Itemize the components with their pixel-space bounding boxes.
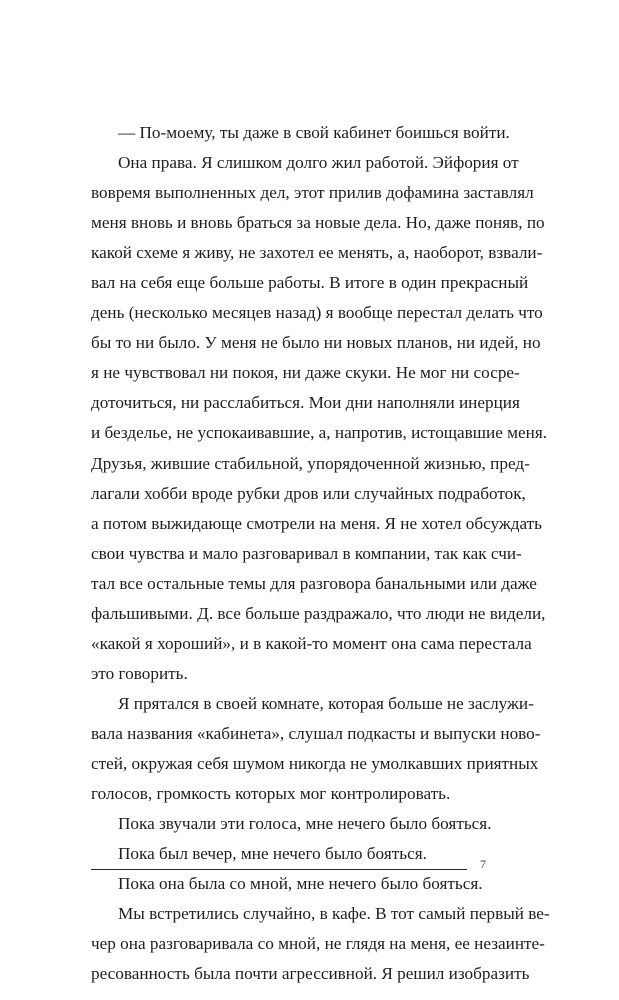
body-text [91,118,550,989]
text-line: чер она разговаривала со мной, не глядя на меня, ее незаинте- [91,934,545,954]
text-line: вал на себя еще больше работы. В итоге в один прекрасный [91,273,529,293]
text-line: голосов, громкость которых мог контролировать. [91,784,451,804]
text-line: доточиться, ни расслабиться. Мои дни наполняли инерция [91,393,520,413]
text-line: Пока был вечер, мне нечего было бояться. [118,844,427,864]
text-line: и безделье, не успокаивавшие, а, напротив, истощавшие меня. [91,423,548,443]
text-line: Я прятался в своей комнате, которая больше не заслужи- [118,693,534,713]
text-line: а потом выжидающе смотрели на меня. Я не хотел обсуждать [91,513,543,533]
text-line: день (несколько месяцев назад) я вообще перестал делать что [91,303,543,323]
page-number: 7 [480,857,486,871]
text-line: меня вновь и вновь браться за новые дела. Но, даже поняв, по [91,213,545,233]
text-line: какой схеме я живу, не захотел ее менять, а, наоборот, взвали- [91,243,543,263]
text-line: «какой я хороший», и в какой-то момент она сама перестала [91,633,532,653]
footer-rule [91,869,467,870]
text-line: вала названия «кабинета», слушал подкасты и выпуски ново- [91,723,541,743]
text-line: фальшивыми. Д. все больше раздражало, что люди не видели, [91,603,546,623]
text-line: Пока она была со мной, мне нечего было бояться. [118,874,483,894]
text-line: вовремя выполненных дел, этот прилив дофамина заставлял [91,183,534,203]
text-line: Она права. Я слишком долго жил работой. Эйфория от [118,153,519,173]
text-line: стей, окружая себя шумом никогда не умолкавших приятных [91,753,539,773]
text-line: свои чувства и мало разговаривал в компании, так как счи- [91,543,522,563]
text-line: это говорить. [91,663,188,683]
text-line: ресованность была почти агрессивной. Я решил изобразить [91,964,530,984]
text-line: тал все остальные темы для разговора банальными или даже [91,573,537,593]
text-line: — По-моему, ты даже в свой кабинет боишься войти. [118,123,510,142]
text-line: Друзья, жившие стабильной, упорядоченной жизнью, пред- [91,453,530,473]
text-line: Мы встретились случайно, в кафе. В тот самый первый ве- [118,904,550,924]
text-line: Пока звучали эти голоса, мне нечего было бояться. [118,814,492,834]
text-line: лагали хобби вроде рубки дров или случайных подработок, [91,483,526,503]
text-line: бы то ни было. У меня не было ни новых планов, ни идей, но [91,333,541,353]
text-line: я не чувствовал ни покоя, ни даже скуки. Не мог ни сосре- [91,363,520,383]
